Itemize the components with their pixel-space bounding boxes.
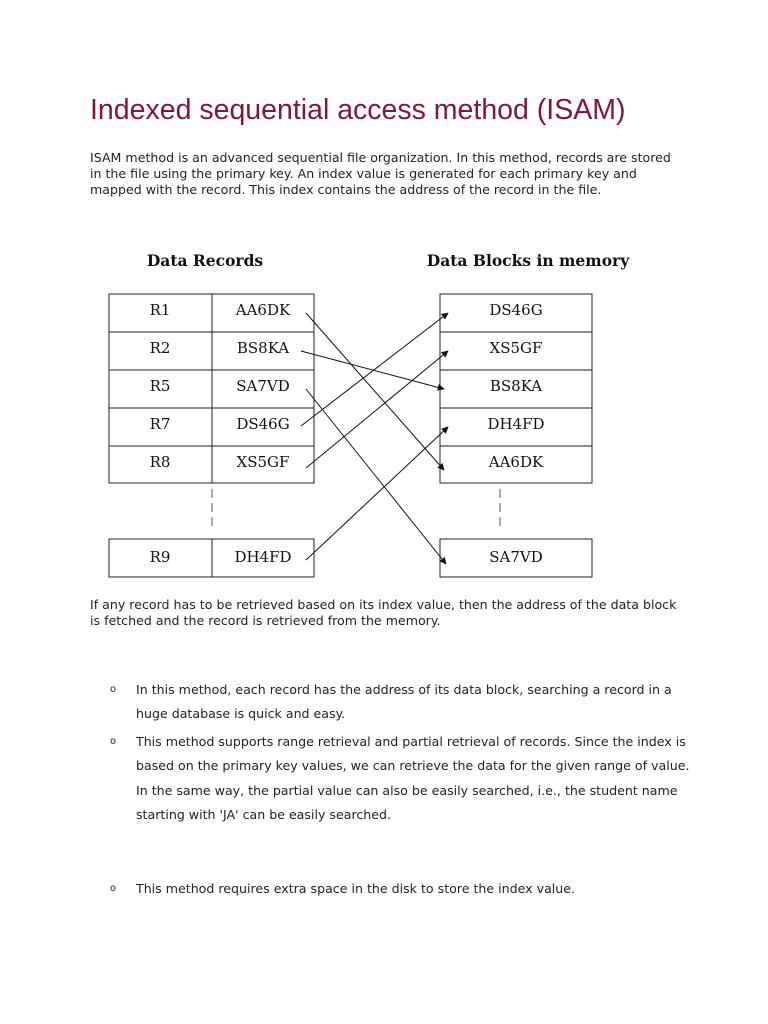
record-value: DH4FD [234,548,292,566]
block-value: BS8KA [489,377,543,395]
record-key: R1 [149,301,171,319]
record-value: SA7VD [236,377,290,395]
block-value: XS5GF [489,339,543,357]
block-value: AA6DK [488,453,544,471]
record-rows [150,301,292,566]
record-key: R2 [149,339,171,357]
record-value: DS46G [236,415,290,433]
isam-diagram [0,240,768,590]
bullet-marker: o [110,684,117,695]
bullet-marker: o [110,736,117,747]
record-key: R9 [149,548,171,566]
list-item-text: This method supports range retrieval and partial retrieval of records. Since the index is based on the primary key values, we can retrieve the data for the given range of value. In the same way, the partial value can also be easily searched, i.e., the student name starting with 'JA' can be easily searched. [136,734,690,822]
list-item-text: This method requires extra space in the disk to store the index value. [136,881,576,896]
mapping-arrows [301,313,448,564]
data-blocks-heading: Data Blocks in memory [426,251,630,270]
record-value: BS8KA [236,339,290,357]
retrieval-paragraph: If any record has to be retrieved based on its index value, then the address of the data block is fetched and the record is retrieved from the memory. [90,597,677,628]
block-value: SA7VD [489,548,543,566]
record-value: XS5GF [236,453,290,471]
arrow-aa6dk [306,313,444,470]
arrow-bs8ka [301,351,444,389]
record-key: R8 [149,453,171,471]
data-records-heading: Data Records [146,251,264,270]
continuation-marks [212,489,500,526]
block-value: DH4FD [487,415,545,433]
record-key: R5 [149,377,171,395]
data-records-table [109,294,314,577]
record-value: AA6DK [235,301,291,319]
list-item-text: In this method, each record has the address of its data block, searching a record in a huge database is quick and easy. [136,682,672,722]
intro-paragraph: ISAM method is an advanced sequential file organization. In this method, records are stored in the file using the primary key. An index value is generated for each primary key and mapped with the record. This index contains the address of the record in the file. [90,150,671,197]
page-title: Indexed sequential access method (ISAM) [90,94,626,126]
record-key: R7 [149,415,171,433]
block-rows [487,301,544,566]
arrow-sa7vd [306,389,446,564]
data-blocks-table [440,294,592,577]
block-value: DS46G [489,301,543,319]
bullet-marker: o [110,883,117,894]
